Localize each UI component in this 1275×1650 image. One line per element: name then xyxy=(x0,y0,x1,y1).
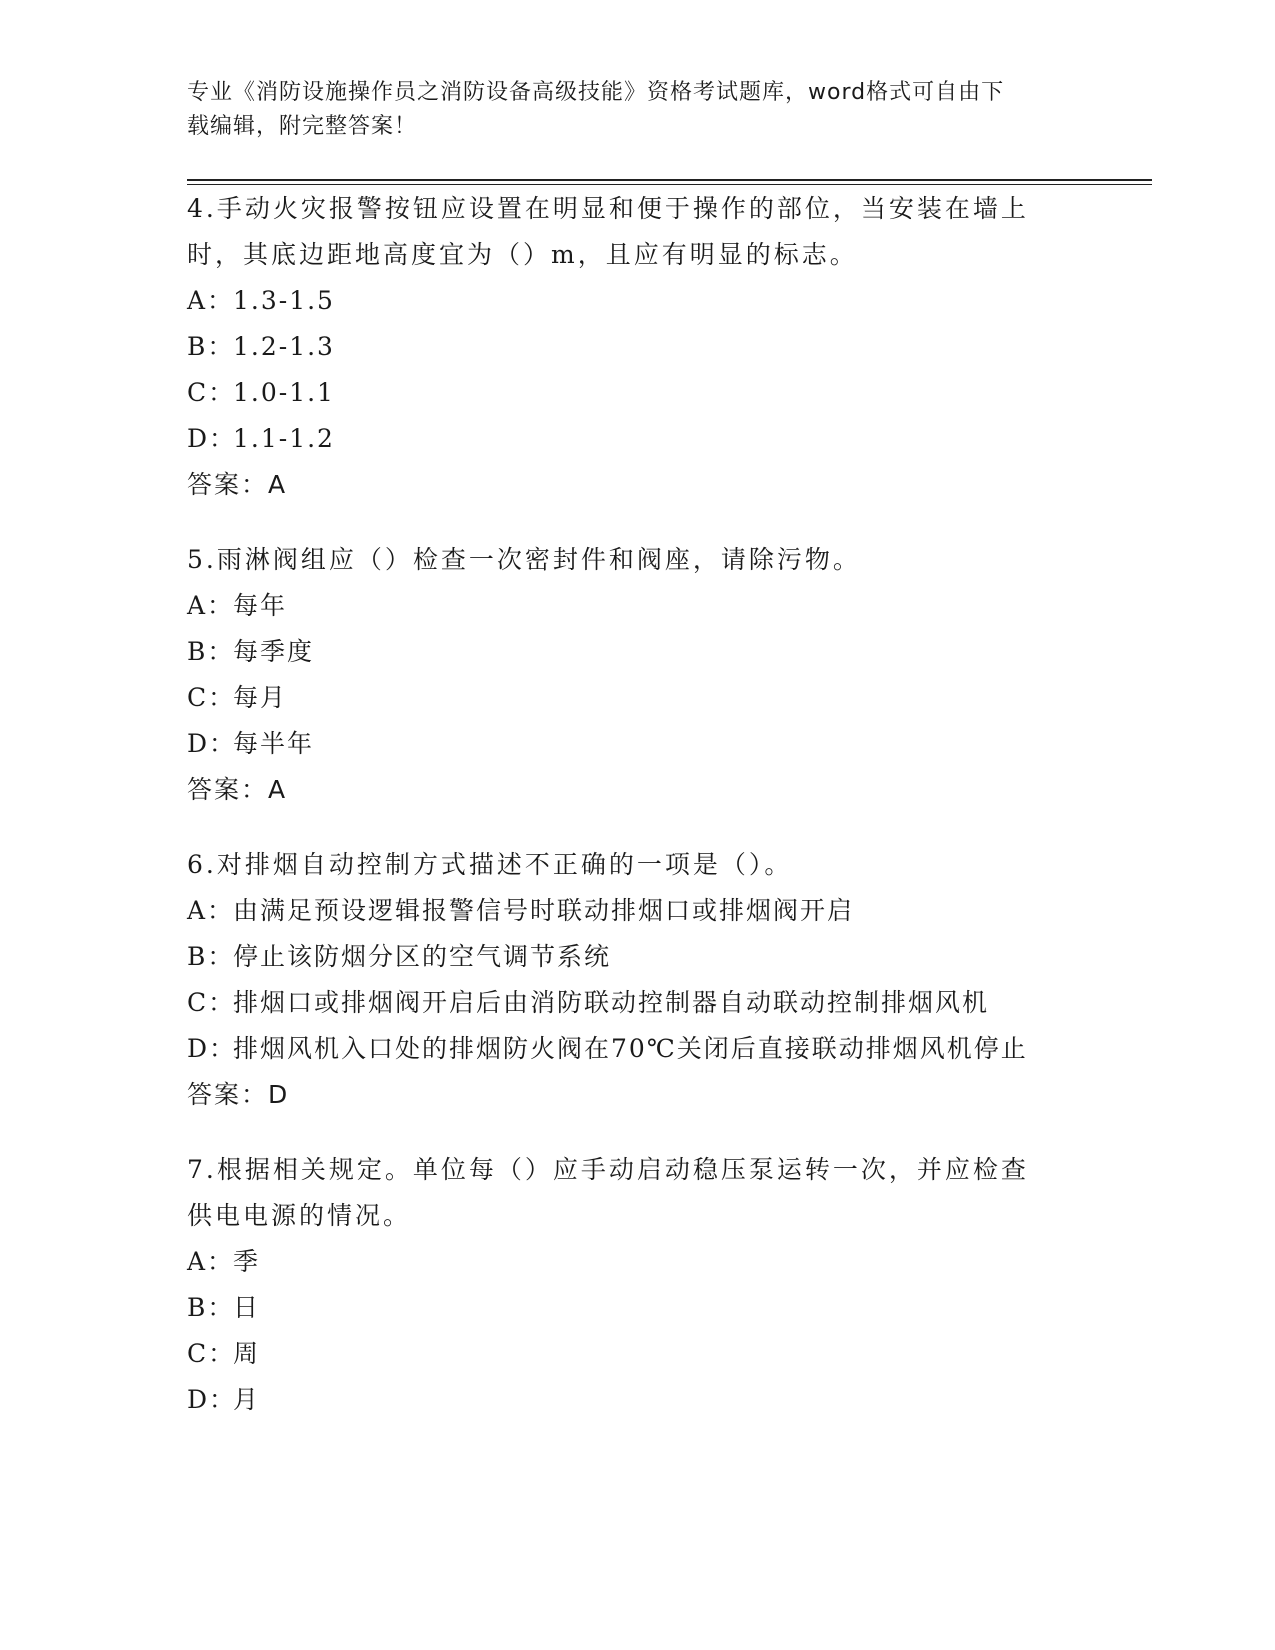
answer-label: 答案：D xyxy=(187,1080,290,1109)
option-text: 每年 xyxy=(233,591,288,620)
option-key: B： xyxy=(187,1293,235,1322)
header-divider-thin xyxy=(187,184,1152,185)
option-text: 每月 xyxy=(233,683,288,712)
option-key: D： xyxy=(187,1385,237,1414)
option-key: A： xyxy=(187,1247,235,1276)
option-text: 1.3-1.5 xyxy=(233,286,335,315)
option-c xyxy=(187,675,1087,721)
header-line-2: 载编辑，附完整答案！ xyxy=(187,114,418,139)
option-a xyxy=(187,1239,1087,1285)
option-c xyxy=(187,370,1087,416)
answer-label: 答案：A xyxy=(187,470,288,499)
option-text: 1.2-1.3 xyxy=(233,332,335,361)
option-d xyxy=(187,416,1087,462)
option-text: 排烟口或排烟阀开启后由消防联动控制器自动联动控制排烟风机 xyxy=(233,988,990,1017)
question-7 xyxy=(187,1147,1087,1423)
question-4 xyxy=(187,186,1087,508)
option-key: B： xyxy=(187,637,235,666)
option-text: 季 xyxy=(233,1247,261,1276)
option-d xyxy=(187,1026,1087,1072)
option-d xyxy=(187,721,1087,767)
option-text: 日 xyxy=(233,1293,261,1322)
answer-label: 答案：A xyxy=(187,775,288,804)
option-d xyxy=(187,1377,1087,1423)
question-6 xyxy=(187,842,1087,1118)
option-key: C： xyxy=(187,1339,236,1368)
document-header xyxy=(187,76,1067,144)
option-key: A： xyxy=(187,896,235,925)
question-stem-line-1: 5.雨淋阀组应（）检查一次密封件和阀座，请除污物。 xyxy=(187,545,861,574)
option-c xyxy=(187,1331,1087,1377)
option-key: D： xyxy=(187,424,237,453)
option-text: 由满足预设逻辑报警信号时联动排烟口或排烟阀开启 xyxy=(233,896,855,925)
option-a xyxy=(187,583,1087,629)
option-a xyxy=(187,278,1087,324)
option-key: A： xyxy=(187,591,235,620)
option-text: 1.0-1.1 xyxy=(233,378,335,407)
header-line-1: 专业《消防设施操作员之消防设备高级技能》资格考试题库，word格式可自由下 xyxy=(187,80,1005,105)
option-key: C： xyxy=(187,988,236,1017)
option-a xyxy=(187,888,1087,934)
option-key: B： xyxy=(187,332,235,361)
option-key: D： xyxy=(187,729,237,758)
option-text: 排烟风机入口处的排烟防火阀在70℃关闭后直接联动排烟风机停止 xyxy=(233,1034,1028,1063)
option-text: 每季度 xyxy=(233,637,315,666)
option-b xyxy=(187,629,1087,675)
option-key: D： xyxy=(187,1034,237,1063)
option-key: C： xyxy=(187,683,236,712)
option-text: 1.1-1.2 xyxy=(233,424,335,453)
option-text: 月 xyxy=(233,1385,261,1414)
option-b xyxy=(187,934,1087,980)
option-b xyxy=(187,1285,1087,1331)
question-5 xyxy=(187,537,1087,813)
option-text: 停止该防烟分区的空气调节系统 xyxy=(233,942,612,971)
header-divider-thick xyxy=(187,179,1152,181)
option-key: A： xyxy=(187,286,235,315)
question-stem-line-2: 供电电源的情况。 xyxy=(187,1201,412,1230)
option-b xyxy=(187,324,1087,370)
option-text: 周 xyxy=(233,1339,261,1368)
option-key: C： xyxy=(187,378,236,407)
option-key: B： xyxy=(187,942,235,971)
question-stem-line-2: 时，其底边距地高度宜为（）m，且应有明显的标志。 xyxy=(187,240,858,269)
question-stem-line-1: 6.对排烟自动控制方式描述不正确的一项是（）。 xyxy=(187,850,793,879)
question-stem-line-1: 4.手动火灾报警按钮应设置在明显和便于操作的部位，当安装在墙上 xyxy=(187,194,1029,223)
option-text: 每半年 xyxy=(233,729,315,758)
question-stem-line-1: 7.根据相关规定。单位每（）应手动启动稳压泵运转一次，并应检查 xyxy=(187,1155,1029,1184)
option-c xyxy=(187,980,1087,1026)
